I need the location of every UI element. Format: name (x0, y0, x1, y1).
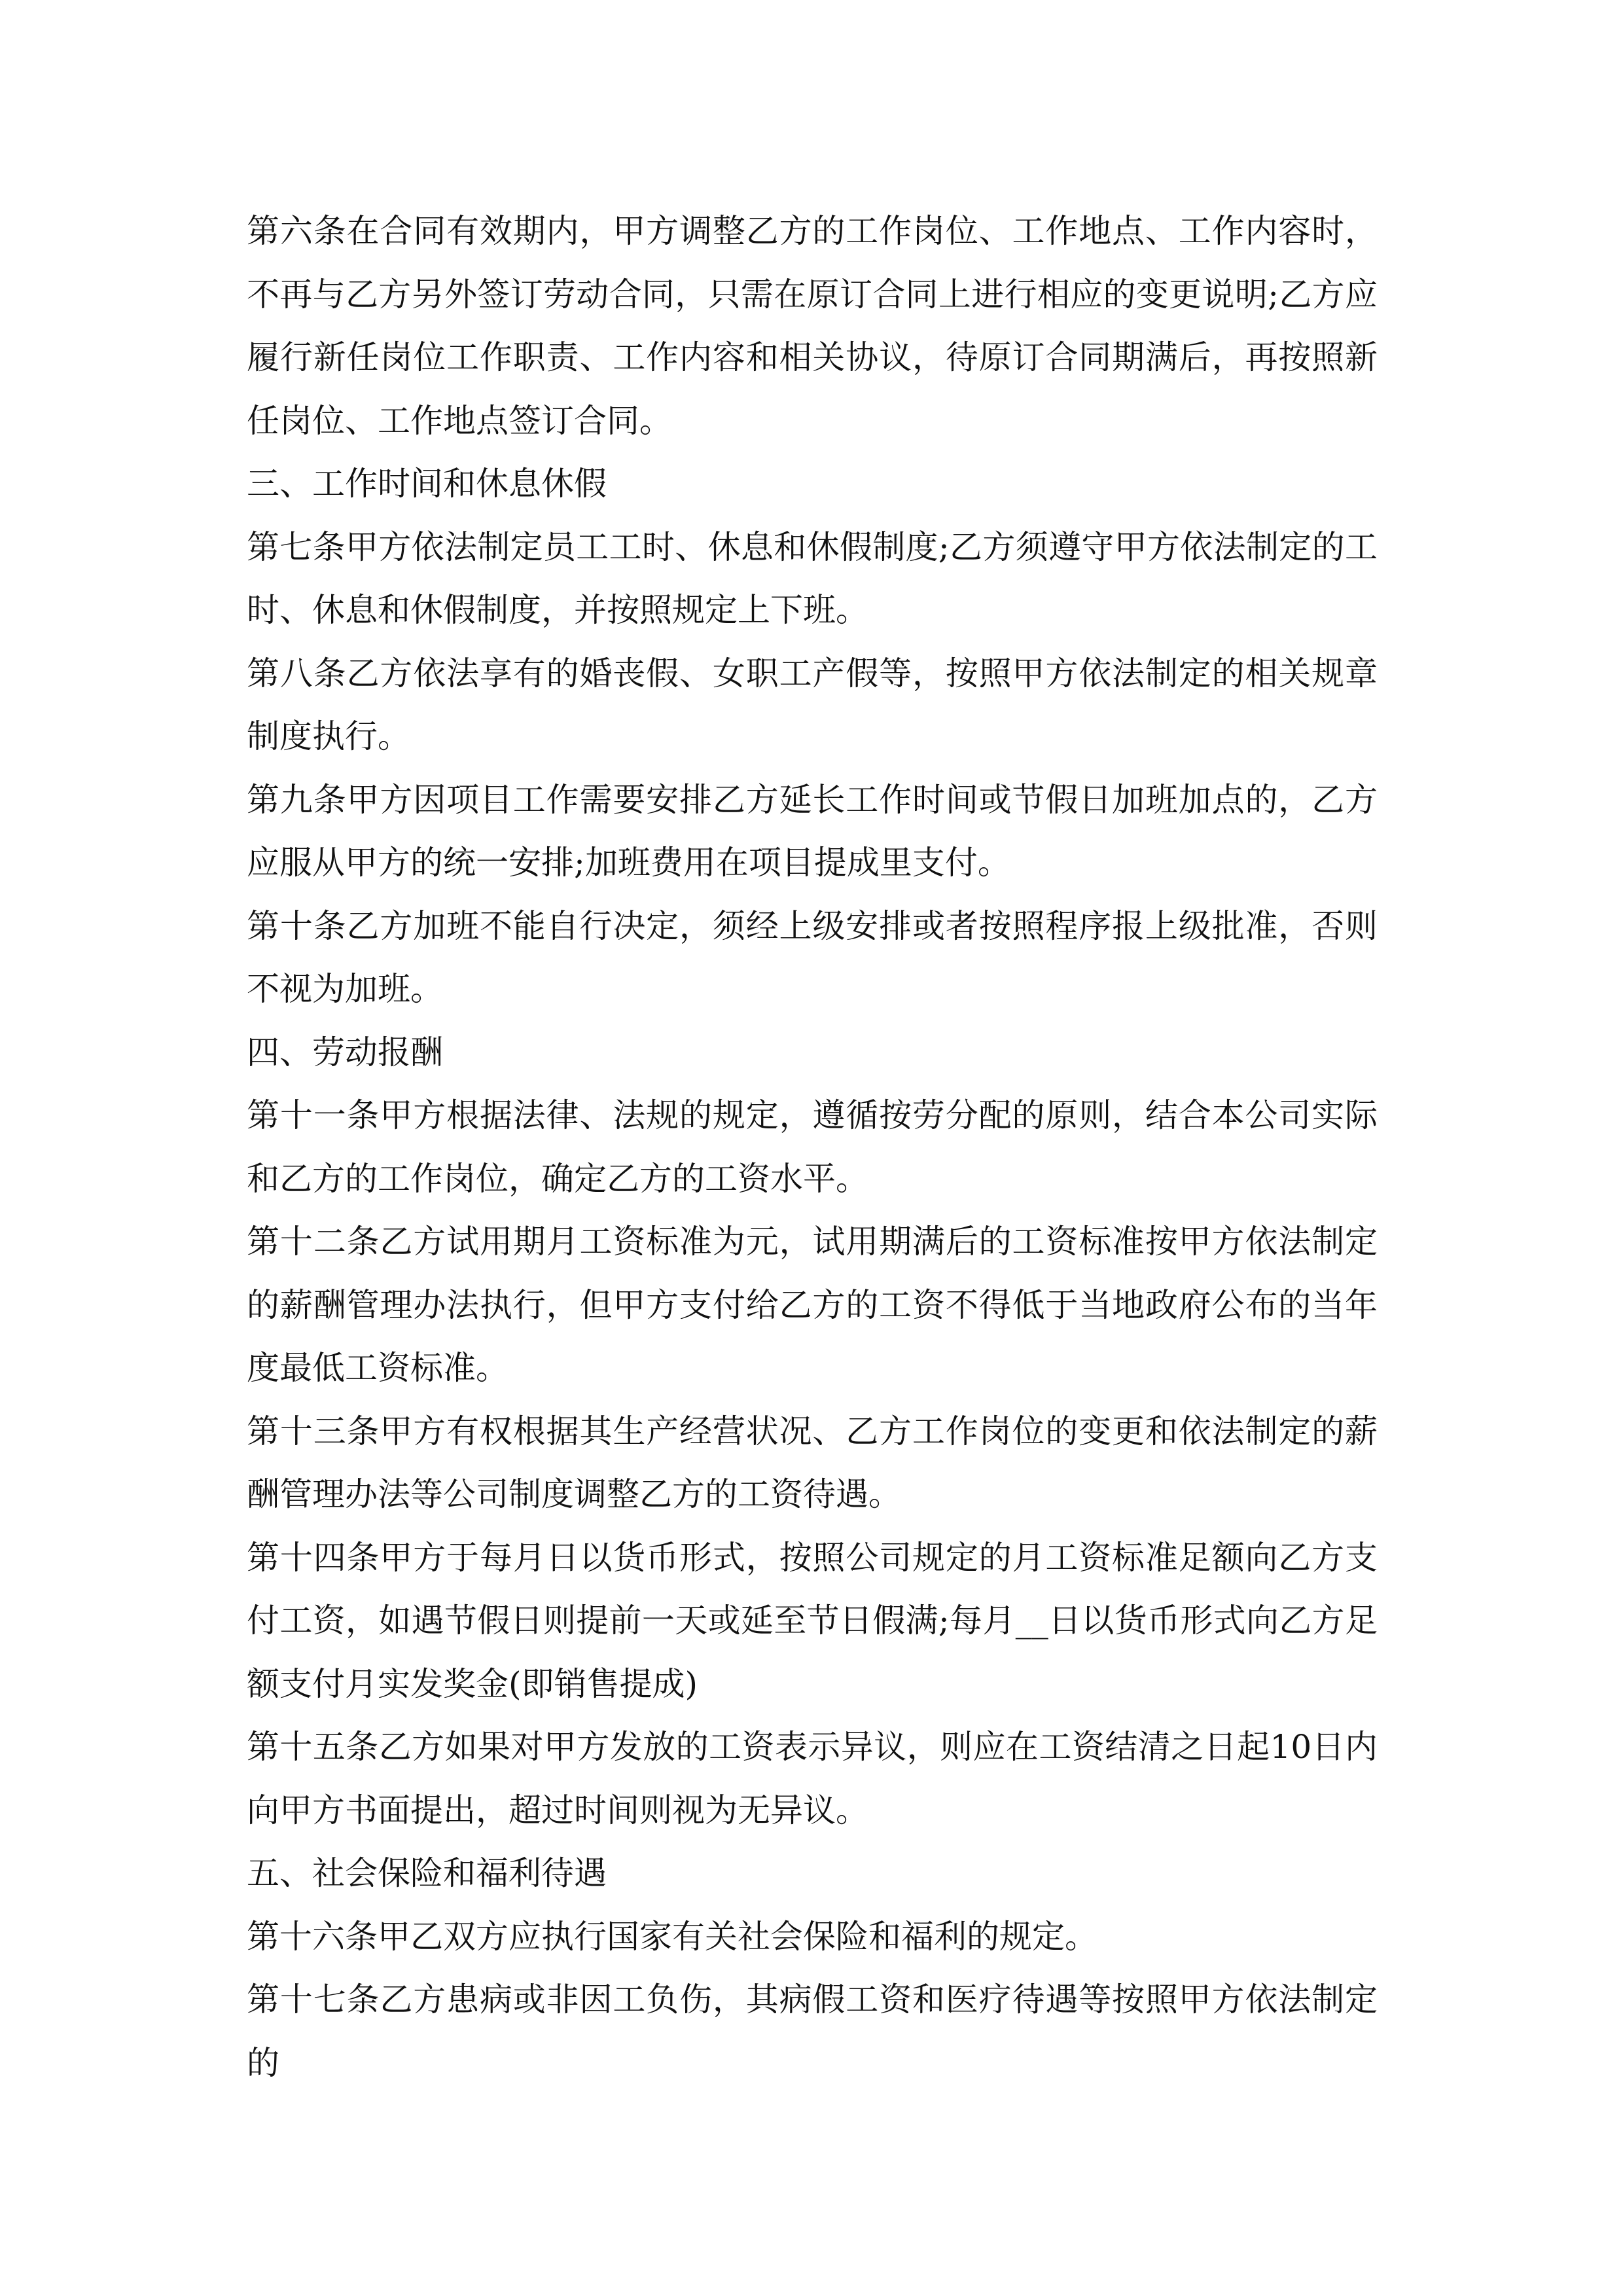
article-11: 第十一条甲方根据法律、法规的规定，遵循按劳分配的原则，结合本公司实际和乙方的工作岗位，确定乙方的工资水平。 (247, 1096, 1378, 1198)
section-heading-work-time-rest: 三、工作时间和休息休假 (247, 465, 607, 503)
document-body (247, 200, 1378, 2094)
article-8: 第八条乙方依法享有的婚丧假、女职工产假等，按照甲方依法制定的相关规章制度执行。 (247, 654, 1378, 755)
article-6: 第六条在合同有效期内，甲方调整乙方的工作岗位、工作地点、工作内容时，不再与乙方另外签订劳动合同，只需在原订合同上进行相应的变更说明;乙方应履行新任岗位工作职责、工作内容和相关协议，待原订合同期满后，再按照新任岗位、工作地点签订合同。 (247, 212, 1378, 440)
section-heading-social-insurance: 五、社会保险和福利待遇 (247, 1854, 607, 1892)
article-14: 第十四条甲方于每月日以货币形式，按照公司规定的月工资标准足额向乙方支付工资，如遇节假日则提前一天或延至节日假满;每月__日以货币形式向乙方足额支付月实发奖金(即销售提成) (247, 1538, 1378, 1703)
article-10: 第十条乙方加班不能自行决定，须经上级安排或者按照程序报上级批准，否则不视为加班。 (247, 906, 1378, 1008)
article-17: 第十七条乙方患病或非因工负伤，其病假工资和医疗待遇等按照甲方依法制定的 (247, 1981, 1378, 2082)
section-heading-labor-remuneration: 四、劳动报酬 (247, 1033, 443, 1071)
article-9: 第九条甲方因项目工作需要安排乙方延长工作时间或节假日加班加点的，乙方应服从甲方的统一安排;加班费用在项目提成里支付。 (247, 780, 1378, 882)
article-12: 第十二条乙方试用期月工资标准为元，试用期满后的工资标准按甲方依法制定的薪酬管理办法执行，但甲方支付给乙方的工资不得低于当地政府公布的当年度最低工资标准。 (247, 1223, 1378, 1387)
article-7: 第七条甲方依法制定员工工时、休息和休假制度;乙方须遵守甲方依法制定的工时、休息和休假制度，并按照规定上下班。 (247, 528, 1378, 629)
article-16: 第十六条甲乙双方应执行国家有关社会保险和福利的规定。 (247, 1917, 1097, 1956)
article-15: 第十五条乙方如果对甲方发放的工资表示异议，则应在工资结清之日起10日内向甲方书面提出，超过时间则视为无异议。 (247, 1728, 1378, 1829)
article-13: 第十三条甲方有权根据其生产经营状况、乙方工作岗位的变更和依法制定的薪酬管理办法等公司制度调整乙方的工资待遇。 (247, 1412, 1378, 1513)
